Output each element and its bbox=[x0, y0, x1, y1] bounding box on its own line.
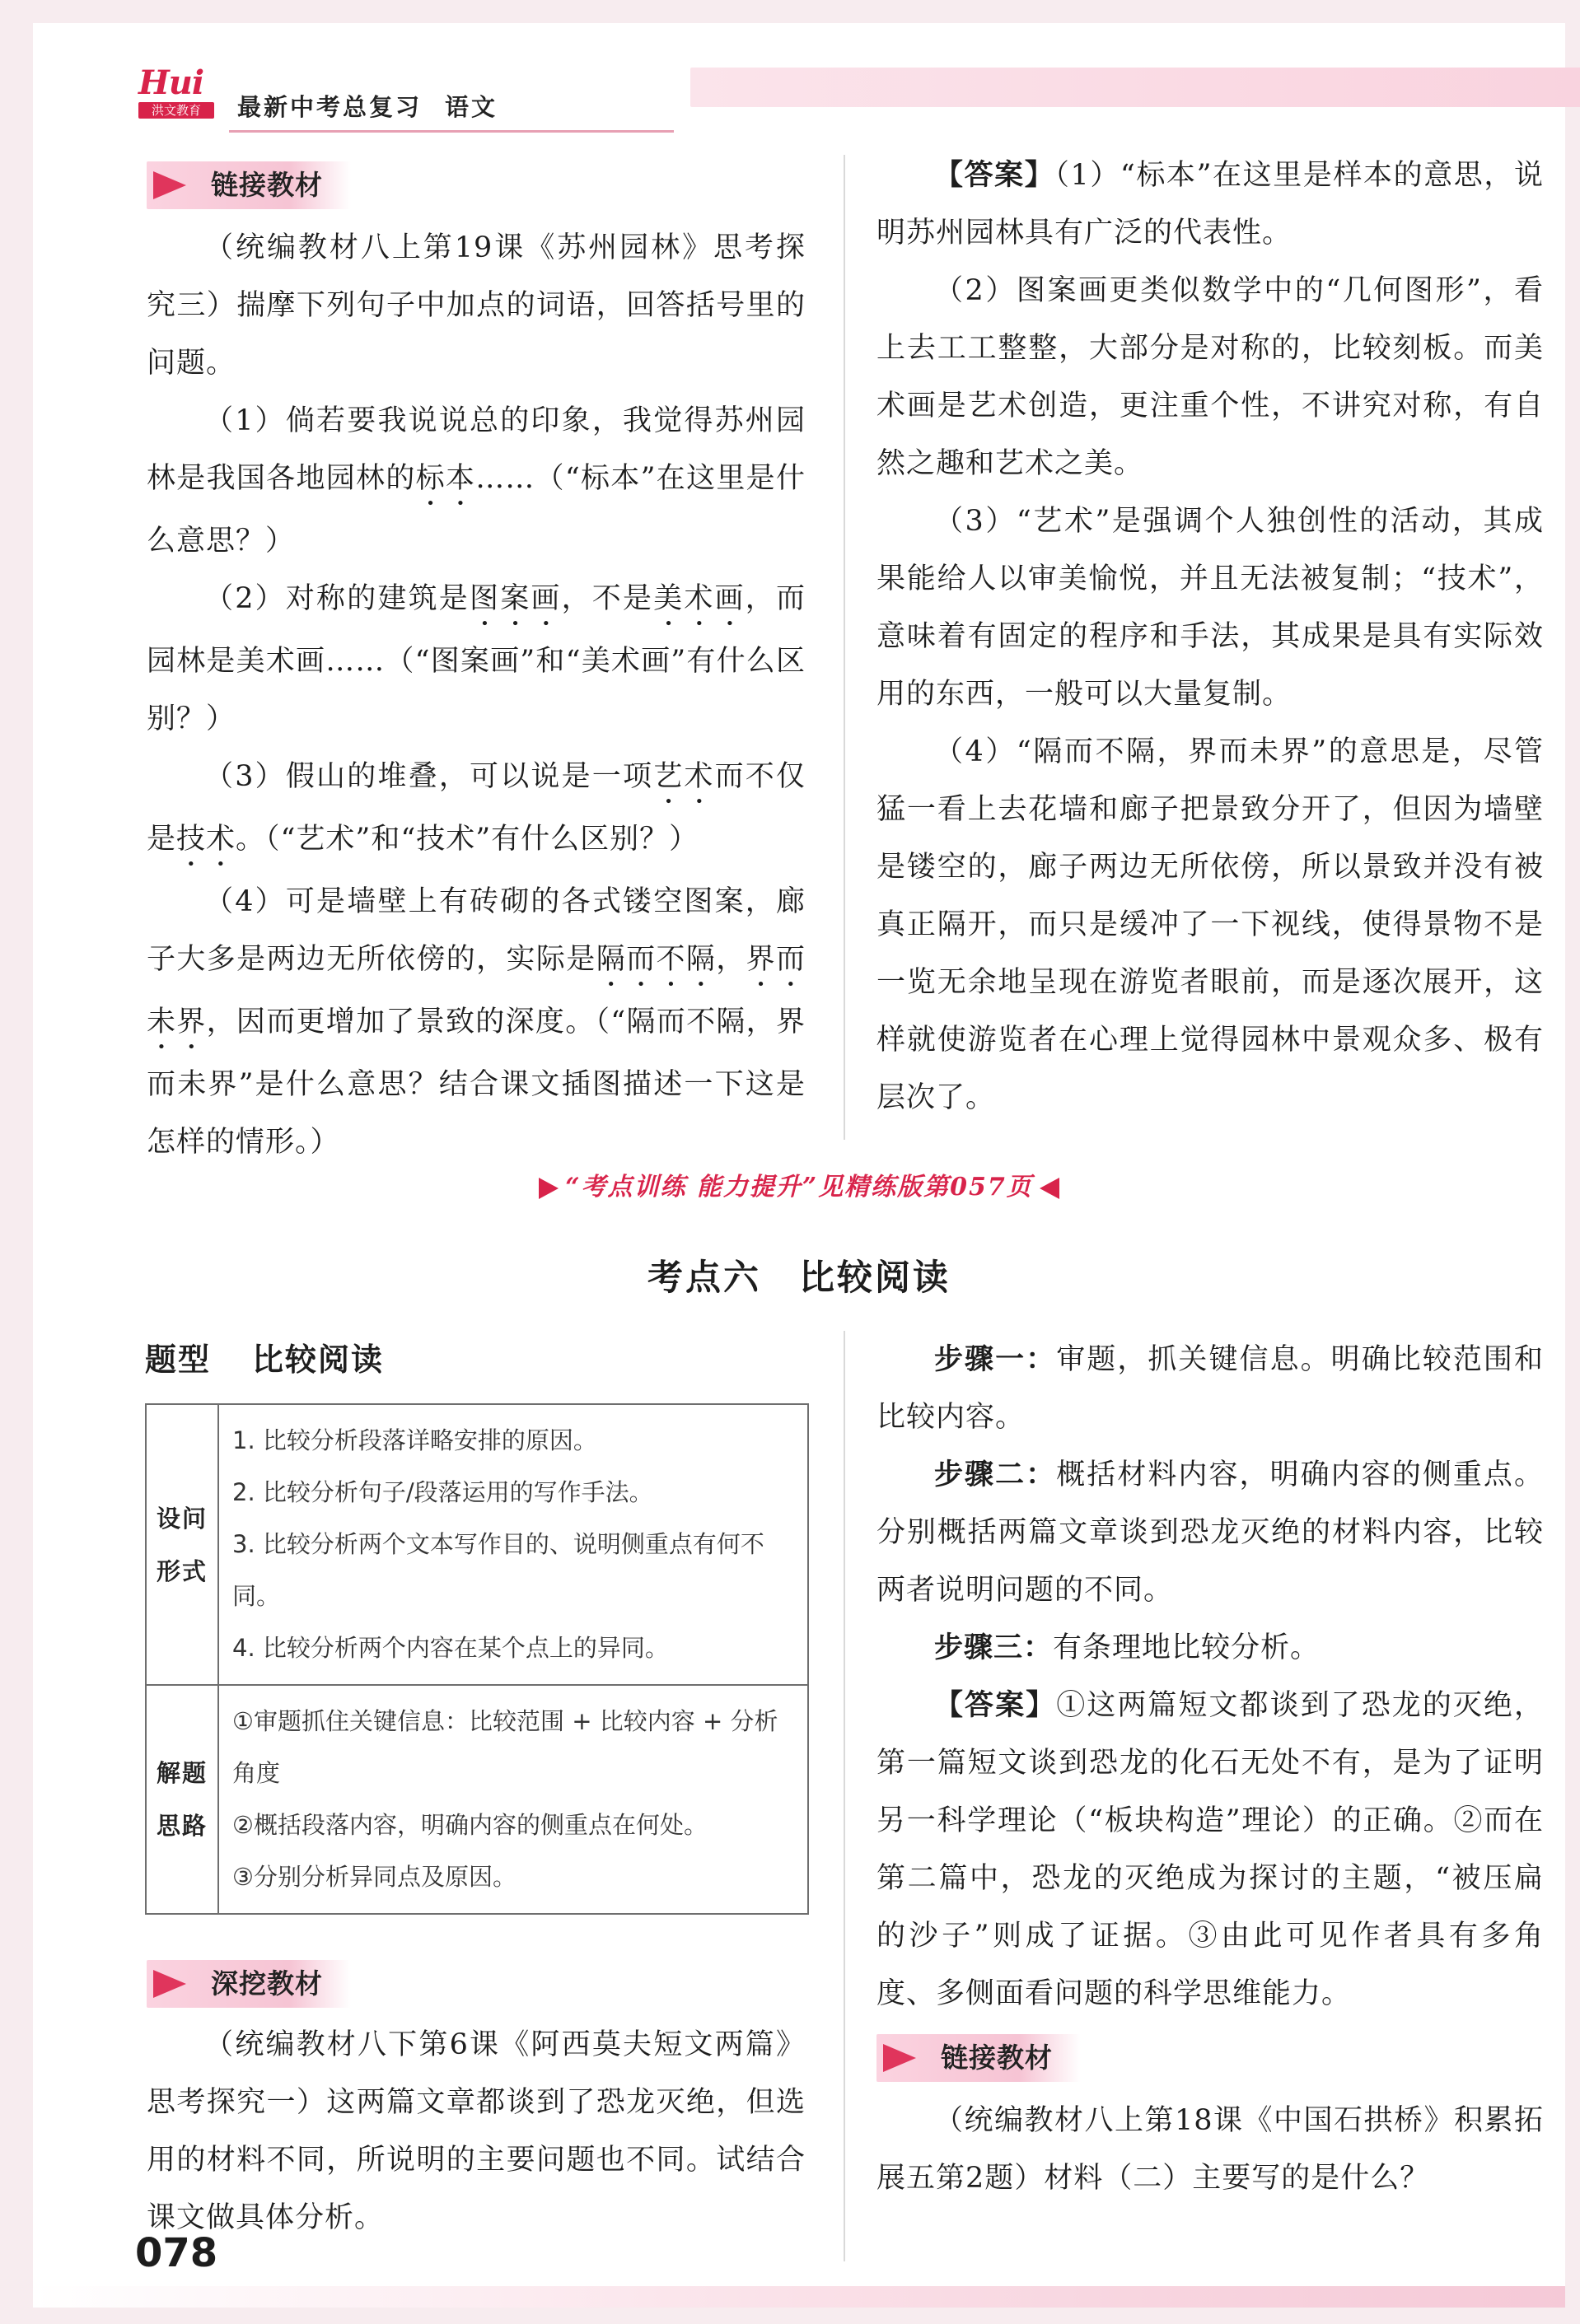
section-title: 比较阅读 bbox=[799, 1258, 951, 1299]
row-label: 设问 形式 bbox=[146, 1404, 218, 1685]
logo-brand: 洪文教育 bbox=[138, 102, 214, 119]
answer: 【答案】①这两篇短文都谈到了恐龙的灭绝，第一篇短文谈到恐龙的化石无处不有，是为了证明另一科学理论（“板块构造”理论）的正确。②而在第二篇中，恐龙的灭绝成为探讨的主题，“被压扁的沙子”则成了证据。③由此可见作者具有多角度、多侧面看问题的科学思维能力。 bbox=[876, 1689, 1544, 2010]
step-label: 步骤三： bbox=[934, 1631, 1054, 1664]
header-decor-bar bbox=[690, 68, 1580, 107]
list-item: 1. 比较分析段落详略安排的原因。 bbox=[232, 1426, 597, 1454]
dotted-word: 技术 bbox=[176, 823, 236, 856]
link-exercise-text: （统编教材八上第18课《中国石拱桥》积累拓展五第2题）材料（二）主要写的是什么？ bbox=[876, 2104, 1544, 2195]
arrow-icon bbox=[153, 1970, 186, 1998]
list-item: 2. 比较分析句子/段落运用的写作手法。 bbox=[232, 1478, 653, 1506]
answer-2: （2）图案画更类似数学中的“几何图形”，看上去工工整整，大部分是对称的，比较刻板。而美术画是艺术创造，更注重个性，不讲究对称，有自然之趣和艺术之美。 bbox=[876, 274, 1544, 480]
deep-dig-tag bbox=[147, 1960, 351, 2008]
type-title: 比较阅读 bbox=[252, 1342, 385, 1378]
exercise-intro: （统编教材八上第19课《苏州园林》思考探究三）揣摩下列句子中加点的词语，回答括号里的问题。 bbox=[147, 231, 806, 380]
step-label: 步骤一： bbox=[934, 1343, 1057, 1376]
dotted-word: 标本 bbox=[415, 462, 476, 495]
step-1: 步骤一：审题，抓关键信息。明确比较范围和比较内容。 bbox=[876, 1343, 1544, 1434]
question-3: （3）假山的堆叠，可以说是一项艺术而不仅是技术。（“艺术”和“技术”有什么区别？） bbox=[147, 760, 806, 856]
question-4: （4）可是墙壁上有砖砌的各式镂空图案，廊子大多是两边无所依傍的，实际是隔而不隔，界而未界，因而更增加了景致的深度。（“隔而不隔，界而未界”是什么意思？结合课文插图描述一下这是怎样的情形。） bbox=[147, 885, 806, 1159]
row-content bbox=[218, 1685, 808, 1914]
list-item: 3. 比较分析两个文本写作目的、说明侧重点有何不同。 bbox=[232, 1530, 764, 1610]
tag-label: 链接教材 bbox=[211, 169, 323, 201]
subject-label: 语文 bbox=[445, 93, 498, 121]
page bbox=[33, 23, 1565, 2308]
question-2: （2）对称的建筑是图案画，不是美术画，而园林是美术画……（“图案画”和“美术画”有什么区别？） bbox=[147, 582, 806, 735]
page-header bbox=[97, 48, 1564, 130]
answer-1: 【答案】（1）“标本”在这里是样本的意思，说明苏州园林具有广泛的代表性。 bbox=[876, 159, 1544, 250]
publisher-logo bbox=[138, 63, 214, 119]
answer-label: 【答案】 bbox=[934, 159, 1055, 192]
dotted-word: 隔而不隔，界而未界 bbox=[147, 943, 806, 1038]
book-title bbox=[237, 89, 498, 123]
top-right-column bbox=[876, 147, 1544, 1127]
bottom-left-column bbox=[147, 1955, 806, 2247]
list-item: ①审题抓住关键信息：比较范围 + 比较内容 + 分析角度 bbox=[232, 1707, 778, 1787]
method-table bbox=[145, 1403, 809, 1915]
link-textbook-tag bbox=[147, 161, 351, 209]
tag-label: 深挖教材 bbox=[211, 1967, 323, 2000]
column-divider-top bbox=[844, 155, 845, 1140]
page-number: 078 bbox=[135, 2230, 218, 2276]
tag-label: 链接教材 bbox=[941, 2042, 1053, 2074]
right-triangle-icon bbox=[539, 1178, 559, 1199]
link-textbook-tag bbox=[876, 2034, 1081, 2082]
question-1: （1）倘若要我说说总的印象，我觉得苏州园林是我国各地园林的标本……（“标本”在这里是什么意思？） bbox=[147, 404, 806, 558]
dotted-word: 图案画 bbox=[470, 582, 562, 615]
list-item: 4. 比较分析两个内容在某个点上的异同。 bbox=[232, 1634, 669, 1662]
step-label: 步骤二： bbox=[934, 1458, 1057, 1491]
answer-3: （3）“艺术”是强调个人独创性的活动，其成果能给人以审美愉悦，并且无法被复制；“技术”，意味着有固定的程序和手法，其成果是具有实际效用的东西，一般可以大量复制。 bbox=[876, 505, 1544, 711]
table-row bbox=[146, 1404, 808, 1685]
book-title-text: 最新中考总复习 bbox=[237, 93, 423, 121]
top-left-column bbox=[147, 156, 806, 1171]
question-type-heading bbox=[145, 1334, 384, 1379]
answer-4: （4）“隔而不隔，界而未界”的意思是，尽管猛一看上去花墙和廊子把景致分开了，但因为墙壁是镂空的，廊子两边无所依傍，所以景致并没有被真正隔开，而只是缓冲了一下视线，使得景物不是一览无余地呈现在游览者眼前，而是逐次展开，这样就使游览者在心理上觉得园林中景观众多、极有层次了。 bbox=[876, 735, 1544, 1114]
practice-text: “考点训练 能力提升”见精练版第057页 bbox=[565, 1173, 1033, 1202]
header-underline bbox=[229, 130, 674, 133]
footer-decor-band bbox=[33, 2286, 1565, 2308]
section-heading bbox=[33, 1250, 1565, 1300]
practice-reference bbox=[33, 1166, 1565, 1202]
exercise-text: （统编教材八下第6课《阿西莫夫短文两篇》思考探究一）这两篇文章都谈到了恐龙灭绝，但选用的材料不同，所说明的主要问题也不同。试结合课文做具体分析。 bbox=[147, 2028, 806, 2234]
logo-mark: Hui bbox=[138, 63, 204, 102]
dotted-word: 美术画 bbox=[653, 582, 746, 615]
row-content bbox=[218, 1404, 808, 1685]
bottom-right-column bbox=[876, 1331, 1544, 2207]
section-number: 考点六 bbox=[647, 1258, 761, 1299]
row-label: 解题 思路 bbox=[146, 1685, 218, 1914]
answer-label: 【答案】 bbox=[934, 1689, 1057, 1722]
dotted-word: 艺术 bbox=[653, 760, 715, 793]
arrow-icon bbox=[883, 2044, 916, 2072]
table-row bbox=[146, 1685, 808, 1914]
left-triangle-icon bbox=[1040, 1178, 1059, 1199]
arrow-icon bbox=[153, 171, 186, 199]
step-3: 步骤三：有条理地比较分析。 bbox=[934, 1631, 1321, 1664]
list-item: ②概括段落内容，明确内容的侧重点在何处。 bbox=[232, 1811, 708, 1839]
column-divider-bottom bbox=[844, 1331, 845, 2261]
list-item: ③分别分析异同点及原因。 bbox=[232, 1863, 517, 1891]
step-2: 步骤二：概括材料内容，明确内容的侧重点。分别概括两篇文章谈到恐龙灭绝的材料内容，比较两者说明问题的不同。 bbox=[876, 1458, 1544, 1607]
type-label: 题型 bbox=[145, 1342, 212, 1378]
